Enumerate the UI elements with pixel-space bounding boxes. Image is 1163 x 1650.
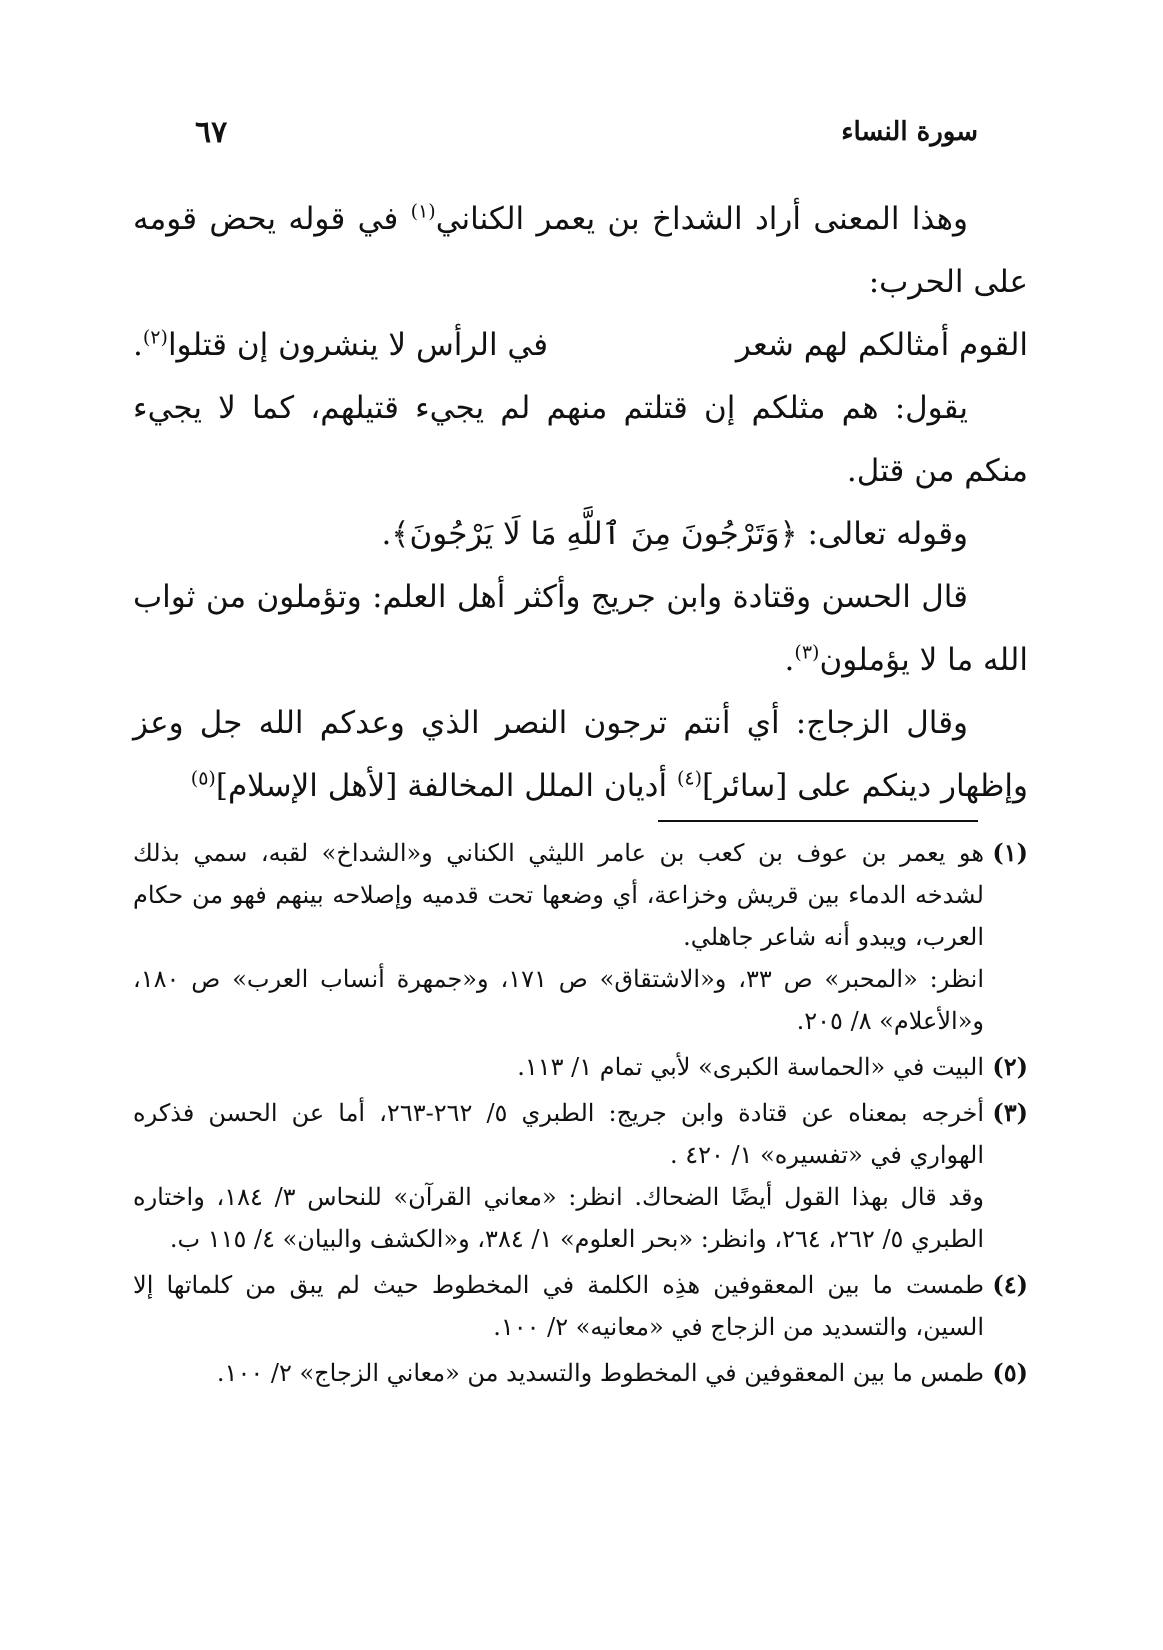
footnote-number: (١) bbox=[992, 838, 1028, 867]
paragraph bbox=[133, 188, 1028, 314]
footnote-ref: (٢) bbox=[142, 326, 168, 349]
page-header bbox=[195, 112, 978, 152]
page-number: ٦٧ bbox=[195, 114, 228, 150]
footnote bbox=[133, 1046, 1028, 1088]
footnote bbox=[133, 1092, 1028, 1260]
footnote-body bbox=[133, 1092, 984, 1260]
text-span: وهذا المعنى أراد الشداخ بن يعمر الكناني bbox=[435, 201, 968, 237]
text-span: . bbox=[784, 642, 795, 678]
footnote-number: (٢) bbox=[992, 1052, 1028, 1081]
footnote-number: (٣) bbox=[992, 1098, 1028, 1127]
paragraph bbox=[133, 566, 1028, 692]
footnote-line: هو يعمر بن عوف بن كعب بن عامر الليثي الكناني و«الشداخ» لقبه، سمي بذلك لشدخه الدماء بين قريش وخزاعة، أي وضعها تحت قدميه وإصلاحه بينهم فهو من حكام العرب، ويبدو أنه شاعر جاهلي. bbox=[133, 839, 984, 951]
text-span: أديان الملل المخالفة [لأهل الإسلام] bbox=[215, 768, 677, 804]
footnote bbox=[133, 1352, 1028, 1394]
footnote-ref: (١) bbox=[410, 200, 436, 223]
footnote-line: طمست ما بين المعقوفين هذِه الكلمة في المخطوط حيث لم يبق من كلماتها إلا السين، والتسديد من الزجاج في «معانيه» ٢/ ١٠٠. bbox=[133, 1271, 984, 1341]
footnote-number: (٤) bbox=[992, 1270, 1028, 1299]
footnote-divider bbox=[658, 820, 978, 822]
quran-verse: ﴿وَتَرْجُونَ مِنَ ٱللَّهِ مَا لَا يَرْجُونَ﴾ bbox=[391, 516, 798, 552]
main-text bbox=[133, 188, 1028, 818]
footnote-line: وقد قال بهذا القول أيضًا الضحاك. انظر: «معاني القرآن» للنحاس ٣/ ١٨٤، واختاره الطبري ٥/ ٢٦٢، ٢٦٤، وانظر: «بحر العلوم» ١/ ٣٨٤، و«الكشف والبيان» ٤/ ١١٥ ب. bbox=[133, 1183, 985, 1253]
footnote-body bbox=[133, 1046, 984, 1088]
text-span: قال الحسن وقتادة وابن جريج وأكثر أهل العلم: وتؤملون من ثواب الله ما لا يؤملون bbox=[133, 579, 1028, 678]
footnote-ref: (٤) bbox=[676, 767, 702, 790]
footnote-line: أخرجه بمعناه عن قتادة وابن جريج: الطبري ٥/ ٢٦٢-٢٦٣، أما عن الحسن فذكره الهواري في «تفسيره» ١/ ٤٢٠ . bbox=[133, 1099, 984, 1169]
text-span: وقال الزجاج: أي أنتم ترجون النصر الذي وعدكم الله جل وعز وإظهار دينكم على [سائر] bbox=[133, 705, 1028, 804]
running-title: سورة النساء bbox=[841, 117, 978, 147]
paragraph: يقول: هم مثلكم إن قتلتم منهم لم يجيء قتيلهم، كما لا يجيء منكم من قتل. bbox=[133, 390, 1028, 489]
footnote-ref: (٥) bbox=[190, 767, 216, 790]
footnote bbox=[133, 832, 1028, 1042]
text-span: . bbox=[381, 516, 392, 552]
poem-verse bbox=[133, 314, 1028, 377]
footnote-line: انظر: «المحبر» ص ٣٣، و«الاشتقاق» ص ١٧١، و«جمهرة أنساب العرب» ص ١٨٠، و«الأعلام» ٨/ ٢٠٥. bbox=[133, 965, 984, 1035]
footnote-body bbox=[133, 832, 984, 1042]
text-span: في قوله يحض قومه على الحرب: bbox=[133, 201, 1028, 300]
footnote-line: طمس ما بين المعقوفين في المخطوط والتسديد من «معاني الزجاج» ٢/ ١٠٠. bbox=[216, 1359, 984, 1387]
footnote bbox=[133, 1264, 1028, 1348]
footnote-line: البيت في «الحماسة الكبرى» لأبي تمام ١/ ١١٣. bbox=[517, 1053, 984, 1081]
poem-second-hemistich bbox=[133, 314, 548, 377]
footnote-ref: (٣) bbox=[794, 641, 820, 664]
footnote-body bbox=[133, 1264, 984, 1348]
text-span: في الرأس لا ينشرون إن قتلوا bbox=[167, 327, 549, 363]
poem-first-hemistich: القوم أمثالكم لهم شعر bbox=[735, 327, 1028, 363]
paragraph bbox=[133, 503, 1028, 566]
footnote-body bbox=[133, 1352, 984, 1394]
paragraph bbox=[133, 692, 1028, 818]
footnotes bbox=[133, 832, 1028, 1398]
text-span: . bbox=[133, 327, 143, 363]
footnote-number: (٥) bbox=[992, 1358, 1028, 1387]
text-span: وقوله تعالى: bbox=[797, 516, 968, 552]
